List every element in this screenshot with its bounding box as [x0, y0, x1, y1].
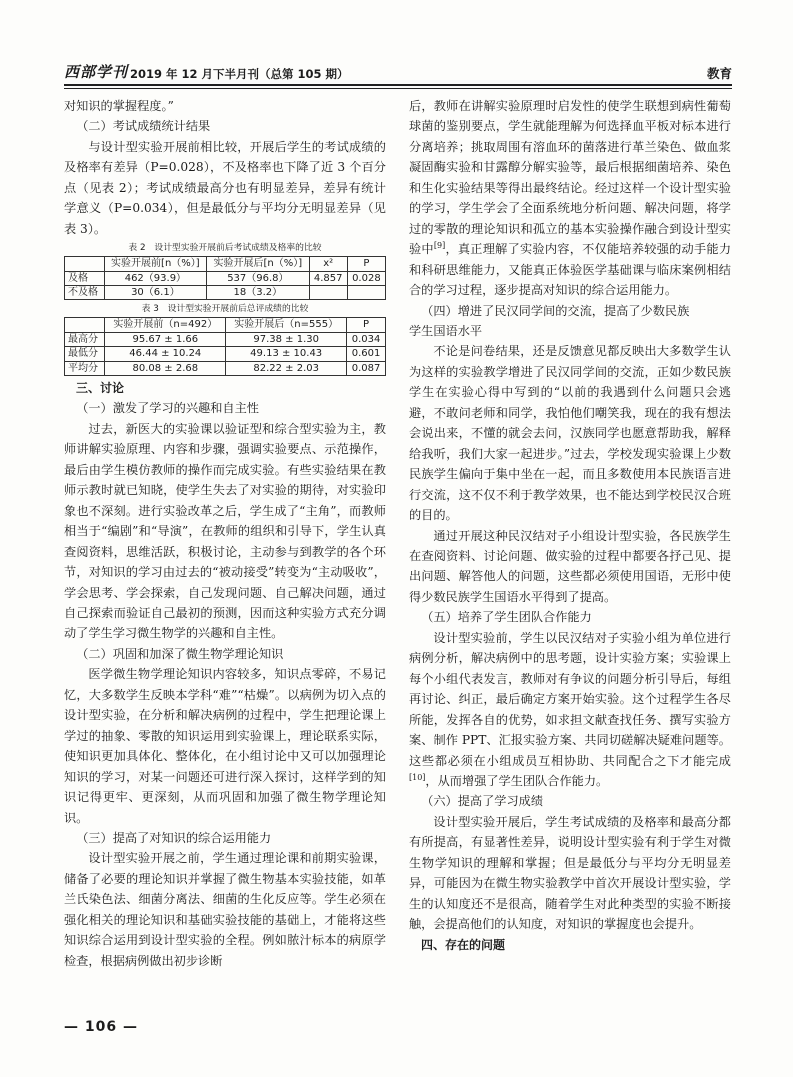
table-cell: 最高分: [65, 332, 105, 346]
journal-logo: 西部学刊: [64, 63, 129, 81]
table-cell: [309, 285, 347, 299]
paragraph: 设计型实验开展之前，学生通过理论课和前期实验课，储备了必要的理论知识并掌握了微生物基本实验技能，如革兰氏染色法、细菌分离法、细菌的生化反应等。学生必须在强化相关的理论知识和基础实验技能的基础上，才能将这些知识综合运用到设计型实验的全程。例如脓汁标本的病原学检查，根据病例做出初步诊断: [64, 851, 386, 968]
header-rule-thin: [64, 88, 732, 89]
table-2: [64, 256, 386, 300]
table-cell: 462（93.9）: [104, 271, 206, 285]
table-cell: [347, 285, 385, 299]
section-name: 教育: [706, 66, 732, 81]
paragraph: 设计型实验开展后，学生考试成绩的及格率和最高分都有所提高，有显著性差异，说明设计型实验有利于学生对微生物学知识的理解和掌握；但是最低分与平均分无明显差异，可能因为在微生物实验教学中首次开展设计型实验，学生的认知度还不是很高，随着学生对此种类型的实验不断接触，会提高他们的认知度，对知识的掌握度也会提升。: [409, 814, 731, 932]
running-header: [64, 56, 732, 82]
text-run: 设计型实验前，学生以民汉结对子实验小组为单位进行病例分析，解决病例中的思考题，设计实验方案；实验课上每个小组代表发言，教师对有争议的问题分析引导后，每组再讨论、纠正，最后确定方案开始实验。这个过程学生各尽所能，发挥各自的优势，如求担文献查找任务、撰写实验方案、制作 PPT、汇报实验方案、共同切磋解决疑难问题等。这些都必须在小组成员互相协助、共同配合之下才能完成: [409, 630, 731, 768]
table-header-row: [65, 257, 386, 271]
text-run: ，从而增强了学生团队合作能力。: [425, 773, 609, 788]
table-cell: 平均分: [65, 361, 105, 375]
paragraph: 不论是问卷结果，还是反馈意见都反映出大多数学生认为这样的实验教学增进了民汉同学间的交流，正如少数民族学生在实验心得中写到的“以前的我遇到什么问题只会逃避，不敢问老师和同学，我怕他们嘲笑我，现在的我有想法会说出来，不懂的就会去问，汉族同学也愿意帮助我，解释给我听，我们大家一起进步。”过去，学校发现实验课上少数民族学生偏向于集中坐在一起，而且多数使用本民族语言进行交流，这不仅不利于教学效果，也不能达到学校民汉合班的目的。: [409, 344, 731, 523]
table-caption: 表 3 设计型实验开展前后总评成绩的比较: [141, 304, 309, 315]
table-row: [65, 285, 386, 299]
citation-ref: [9]: [433, 241, 446, 251]
table-cell: 82.22 ± 2.03: [226, 361, 347, 375]
table-cell: 不及格: [65, 285, 105, 299]
text-run: 后，教师在讲解实验原理时启发性的使学生联想到病性葡萄球菌的鉴别要点，学生就能理解为何选择血平板对标本进行分离培养；挑取周围有溶血环的菌落进行革兰染色、做血浆凝固酶实验和甘露醇分解实验等，最后根据细菌培养、染色和生化实验结果等得出最终结论。经过这样一个设计型实验的学习，学生学会了全面系统地分析问题、解决问题，将学过的零散的理论知识和孤立的基本实验操作融合到设计型实验中: [409, 99, 731, 257]
table-cell: 30（6.1）: [104, 285, 206, 299]
header-rule-thick: [64, 84, 732, 86]
table-cell: 实验开展后[n（%）]: [207, 257, 309, 271]
table-cell: 95.67 ± 1.66: [105, 332, 226, 346]
page-number: — 106 —: [64, 1019, 138, 1035]
table-cell: 97.38 ± 1.30: [226, 332, 347, 346]
table-cell: P: [347, 257, 385, 271]
table-cell: 0.601: [347, 347, 386, 361]
table-cell: 537（96.8）: [207, 271, 309, 285]
table-cell: [65, 257, 105, 271]
subsection-heading: （二）巩固和加深了微生物学理论知识: [76, 646, 284, 661]
table-row: [65, 361, 386, 375]
table-cell: P: [347, 318, 386, 332]
paragraph: 过去，新医大的实验课以验证型和综合型实验为主，教师讲解实验原理、内容和步骤，强调实验要点、示范操作，最后由学生模仿教师的操作而完成实验。有些实验结果在教师示教时就已知晓，使学生失去了对实验的期待，对实验印象也不深刻。进行实验改革之后，学生成了“主角”，而教师相当于“编剧”和“导演”，在教师的组织和引导下，学生认真查阅资料，思维活跃，积极讨论，主动参与到教学的各个环节，对知识的学习由过去的“被动接受”转变为“主动吸收”，学会思考、学会探索，自己发现问题、自己解决问题，通过自己探索而验证自己最初的预测，因而这种实验方式充分调动了学生学习微生物学的兴趣和自主性。: [64, 421, 386, 641]
left-column: [64, 96, 386, 971]
table-cell: 实验开展后（n=555）: [226, 318, 347, 332]
table-cell: 49.13 ± 10.43: [226, 347, 347, 361]
table-cell: 0.087: [347, 361, 386, 375]
table-row: [65, 271, 386, 285]
right-column: [409, 96, 731, 955]
table-cell: 0.028: [347, 271, 385, 285]
table-row: [65, 332, 386, 346]
subsection-heading-cont: 学生国语水平: [409, 323, 483, 338]
table-row: [65, 347, 386, 361]
section-heading: 四、存在的问题: [421, 937, 506, 952]
table-header-row: [65, 318, 386, 332]
subsection-heading: （四）增进了民汉同学间的交流，提高了少数民族: [421, 303, 690, 318]
table-cell: [65, 318, 105, 332]
table-cell: x²: [309, 257, 347, 271]
text-run: ，真正理解了实验内容，不仅能培养较强的动手能力和科研思维能力，又能真正体验医学基础课与临床案例相结合的学习过程，逐步提高对知识的综合运用能力。: [409, 242, 732, 298]
paragraph: 通过开展这种民汉结对子小组设计型实验，各民族学生在查阅资料、讨论问题、做实验的过程中都要各抒己见、提出问题、解答他人的问题，这些都必须使用国语，无形中使得少数民族学生国语水平得到了提高。: [409, 528, 731, 604]
paragraph: 对知识的掌握程度。”: [64, 99, 174, 113]
subsection-heading: （六）提高了学习成绩: [421, 794, 544, 809]
subsection-heading: （五）培养了学生团队合作能力: [421, 610, 592, 625]
table-cell: 46.44 ± 10.24: [105, 347, 226, 361]
subsection-heading: （三）提高了对知识的综合运用能力: [76, 830, 272, 845]
table-cell: 实验开展前[n（%）]: [104, 257, 206, 271]
table-cell: 80.08 ± 2.68: [105, 361, 226, 375]
table-caption: 表 2 设计型实验开展前后考试成绩及格率的比较: [128, 243, 322, 254]
table-cell: 最低分: [65, 347, 105, 361]
paragraph: [409, 96, 731, 301]
table-cell: 0.034: [347, 332, 386, 346]
subsection-heading: （二）考试成绩统计结果: [76, 119, 211, 134]
issue-info: 2019 年 12 月下半月刊（总第 105 期）: [130, 67, 349, 81]
table-cell: 4.857: [309, 271, 347, 285]
paragraph: 与设计型实验开展前相比较，开展后学生的考试成绩的及格率有差异（P=0.028），不及格率也下降了近 3 个百分点（见表 2）；考试成绩最高分也有明显差异，差异有统计学意义（P=0.034），但是最低分与平均分无明显差异（见表 3）。: [64, 139, 386, 236]
table-3: [64, 317, 386, 376]
citation-ref: [10]: [409, 772, 426, 782]
table-cell: 18（3.2）: [207, 285, 309, 299]
table-cell: 实验开展前（n=492）: [105, 318, 226, 332]
paragraph: [409, 628, 731, 792]
section-heading: 三、讨论: [76, 381, 125, 396]
table-cell: 及格: [65, 271, 105, 285]
subsection-heading: （一）激发了学习的兴趣和自主性: [76, 401, 259, 416]
paragraph: 医学微生物学理论知识内容较多，知识点零碎，不易记忆，大多数学生反映本学科“难”“枯燥”。以病例为切入点的设计型实验，在分析和解决病例的过程中，学生把理论课上学过的抽象、零散的知识运用到实验课上，理论联系实际，使知识更加具体化、整体化，在小组讨论中又可以加强理论知识的学习，对某一问题还可进行深入探讨，这样学到的知识记得更牢、更深刻，从而巩固和加强了微生物学理论知识。: [64, 667, 386, 825]
header-left: [64, 61, 349, 82]
